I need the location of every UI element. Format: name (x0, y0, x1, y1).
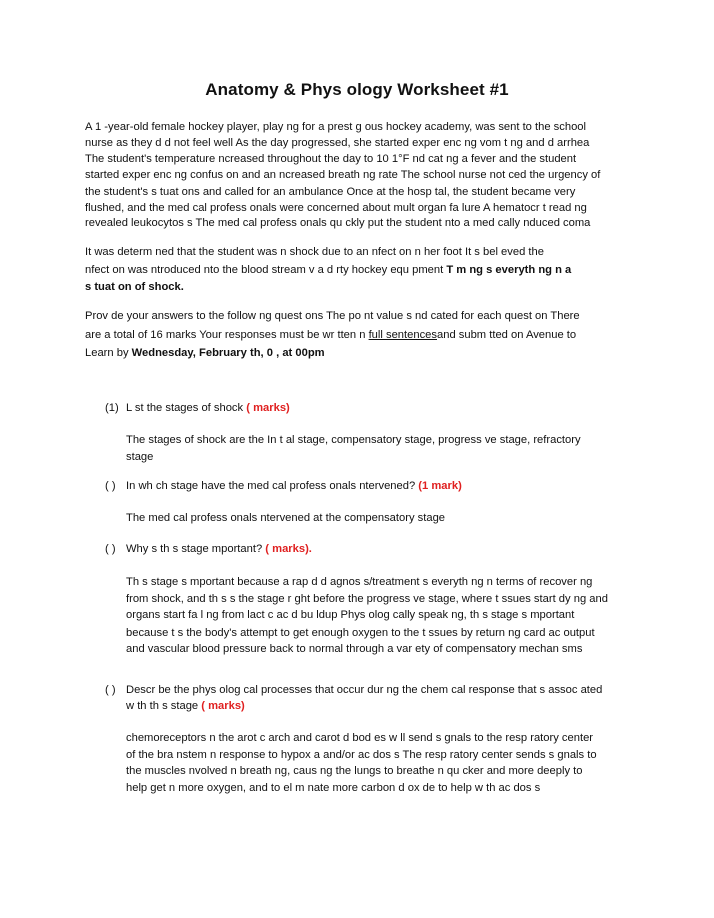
case-line: started exper enc ng confus on and an ncreased breath ng rate The school nurse not ced the urgency of (85, 168, 601, 181)
diagnosis-line: It was determ ned that the student was n shock due to an nfect on n her foot It s bel eved the (85, 246, 544, 258)
question-text: In wh ch stage have the med cal profess onals ntervened? (126, 480, 419, 492)
due-date: Wednesday, February th, 0 , at 00pm (131, 347, 325, 359)
answer-line: chemoreceptors n the arot c arch and carot d bod es w ll send s gnals to the resp ratory center (126, 732, 594, 744)
question-number: ( ) (105, 480, 116, 492)
question-marks: (1 mark) (418, 480, 462, 492)
case-line: nurse as they d d not feel well As the day progressed, she started exper enc ng vom t ng and d arrhea (85, 136, 590, 149)
question-marks: ( marks). (265, 543, 312, 555)
answer-line: help get n more oxygen, and to el m nate more carbon d ox de to help w th ac dos s (126, 781, 541, 794)
question-text: Why s th s stage mportant? (126, 543, 266, 555)
case-line: revealed leukocytos s The med cal profess onals qu ckly put the student nto a med cally nduced coma (85, 217, 591, 229)
answer-line: and vascular blood pressure back to normal through a var ety of compensatory mechan sms (126, 643, 583, 655)
full-sentences-emphasis: full sentences (368, 328, 437, 341)
answer-2 (126, 510, 646, 527)
answer-line: stage (126, 450, 154, 463)
question-number: (1) (105, 402, 119, 414)
question-text: Descr be the phys olog cal processes that occur dur ng the chem cal response that s assoc ated (126, 684, 603, 696)
answer-line: from shock, and th s s the stage r ght before the progress ve stage, where t ssues start dy ng and (126, 592, 608, 605)
answer-line: The med cal profess onals ntervened at the compensatory stage (126, 512, 446, 524)
answer-line: of the bra nstem n response to hypox a and/or ac dos s The resp ratory center sends s gnals to (126, 748, 597, 761)
answer-3 (126, 574, 646, 658)
question-number: ( ) (105, 543, 116, 555)
question-3 (105, 542, 312, 558)
instructions-text: are a total of 16 marks Your responses must be wr tten n (85, 328, 369, 341)
answer-line: because t s the body's attempt to get enough oxygen to the t ssues by return ng card ac output (126, 626, 595, 639)
instructions-text: and subm tted on Avenue to (437, 328, 577, 341)
answer-line: Th s stage s mportant because a rap d d agnos s/treatment s everyth ng n terms of recover ng (126, 576, 593, 588)
instructions-line (85, 328, 645, 344)
instructions-text: Learn by (85, 347, 132, 359)
instructions-line (85, 346, 645, 362)
answer-line: The stages of shock are the In t al stage, compensatory stage, progress ve stage, refractory (126, 434, 581, 446)
diagnosis-paragraph (85, 245, 645, 296)
question-text: w th th s stage (126, 700, 202, 712)
question-marks: ( marks) (201, 700, 245, 712)
answer-4 (126, 730, 646, 796)
diagnosis-line-text: nfect on was ntroduced nto the blood stream v a d rty hockey equ pment (85, 263, 447, 276)
diagnosis-emphasis: T m ng s everyth ng n a (446, 263, 572, 276)
diagnosis-emphasis: s tuat on of shock. (85, 281, 184, 293)
instructions-paragraph (85, 309, 645, 362)
case-line: flushed, and the med cal profess onals were concerned about mult organ fa lure A hematocr t read ng (85, 201, 587, 214)
case-line: The student's temperature ncreased throughout the day to 10 1°F nd cat ng a fever and the student (85, 153, 577, 165)
question-4-continued (126, 699, 245, 715)
case-paragraph (85, 120, 645, 232)
instructions-line: Prov de your answers to the follow ng quest ons The po nt value s nd cated for each quest on There (85, 310, 580, 322)
question-number: ( ) (105, 684, 116, 696)
answer-1 (126, 432, 646, 465)
question-1 (105, 401, 290, 417)
question-2 (105, 479, 462, 495)
question-marks: ( marks) (246, 402, 290, 414)
case-line: the student's s tuat ons and called for an ambulance Once at the hosp tal, the student became very (85, 186, 576, 198)
question-text: L st the stages of shock (126, 402, 247, 414)
answer-line: the muscles nvolved n breath ng, caus ng the lungs to breathe n qu cker and more deeply to (126, 765, 583, 777)
answer-line: organs start fa l ng from lact c ac d bu ldup Phys olog cally speak ng, th s stage s mportant (126, 609, 575, 621)
case-line: A 1 -year-old female hockey player, play ng for a prest g ous hockey academy, was sent to the school (85, 121, 587, 133)
question-4 (105, 683, 602, 699)
diagnosis-line (85, 263, 645, 279)
worksheet-title: Anatomy & Phys ology Worksheet #1 (205, 80, 509, 99)
